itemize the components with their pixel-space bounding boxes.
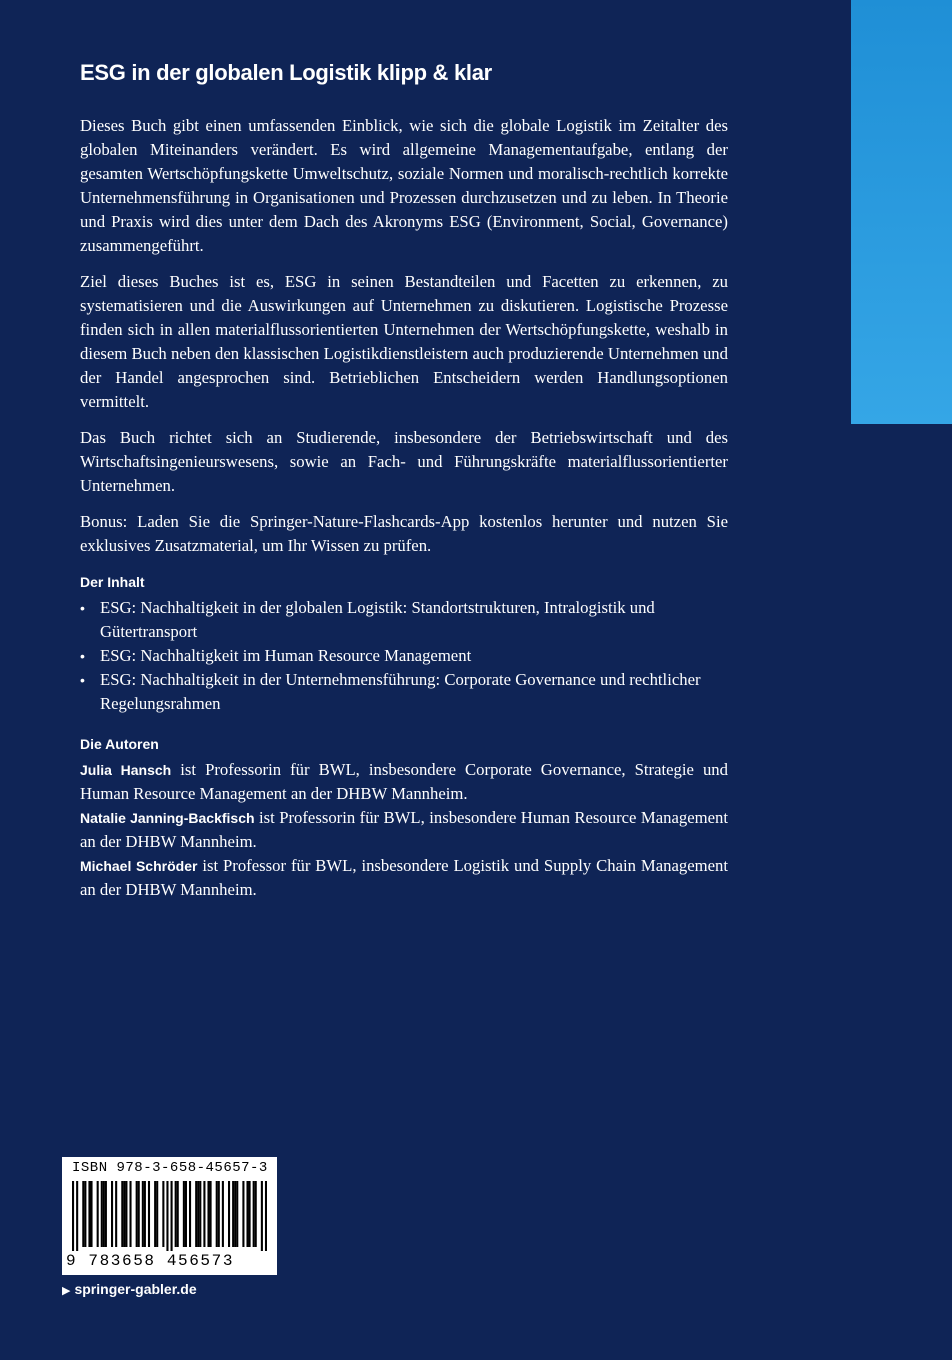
barcode (62, 1157, 277, 1275)
barcode-stripe (253, 1181, 255, 1247)
barcode-stripe (97, 1181, 99, 1247)
list-item-text: ESG: Nachhaltigkeit in der Unternehmensführung: Corporate Governance und rechtlicher Regelungsrahmen (100, 670, 701, 713)
barcode-stripe (195, 1181, 197, 1247)
author-text: ist Professorin für BWL, insbesondere Corporate Governance, Strategie und Human Resource Management an der DHBW Mannheim. (80, 760, 728, 803)
barcode-stripe (125, 1181, 127, 1247)
back-cover-text (80, 60, 728, 902)
barcode-stripe (249, 1181, 251, 1247)
arrow-right-icon: ▶ (62, 1285, 71, 1297)
barcode-stripe (166, 1181, 168, 1251)
contents-heading: Der Inhalt (80, 574, 145, 590)
barcode-stripe (177, 1181, 179, 1247)
barcode-stripe (216, 1181, 218, 1247)
barcode-stripe (72, 1181, 74, 1251)
barcode-stripe (185, 1181, 187, 1247)
barcode-stripe (234, 1181, 236, 1247)
barcode-stripe (162, 1181, 164, 1247)
barcode-stripe (103, 1181, 105, 1247)
barcode-stripe (82, 1181, 84, 1247)
contents-list (80, 596, 728, 716)
barcode-stripe (142, 1181, 144, 1247)
description-paragraph: Ziel dieses Buches ist es, ESG in seinen Bestandteilen und Facetten zu erkennen, zu systematisieren und die Auswirkungen auf Unternehmen zu diskutieren. Logistische Prozesse finden sich in allen materialflussorientierten Unternehmen der Wertschöpfungskette, weshalb in diesem Buch neben den klassischen Logistikdienstleistern auch produzierende Unternehmen und der Handel angesprochen sind. Betrieblichen Entscheidern werden Handlungsoptionen vermittelt. (80, 272, 728, 411)
barcode-stripe (144, 1181, 146, 1247)
barcode-stripe (123, 1181, 125, 1247)
barcode-stripe (265, 1181, 267, 1251)
barcode-stripe (101, 1181, 103, 1247)
accent-bar (851, 0, 952, 424)
barcode-stripe (236, 1181, 238, 1247)
author-bio (80, 806, 728, 854)
authors-heading: Die Autoren (80, 736, 159, 752)
barcode-stripe (228, 1181, 230, 1247)
description-paragraph: Das Buch richtet sich an Studierende, insbesondere der Betriebswirtschaft und des Wirtschaftsingenieurswesens, sowie an Fach- und Führungskräfte materialflussorientierter Unternehmen. (80, 428, 728, 495)
barcode-stripe (189, 1181, 191, 1247)
barcode-stripe (154, 1181, 156, 1247)
barcode-stripe (210, 1181, 212, 1247)
book-title: ESG in der globalen Logistik klipp & klar (80, 60, 492, 85)
barcode-stripe (115, 1181, 117, 1247)
list-item (80, 596, 728, 644)
barcode-stripe (148, 1181, 150, 1247)
barcode-stripe (84, 1181, 86, 1247)
barcode-stripe (76, 1181, 78, 1251)
barcode-stripe (242, 1181, 244, 1247)
author-name: Michael Schröder (80, 858, 198, 874)
barcode-stripe (255, 1181, 257, 1247)
barcode-stripe (105, 1181, 107, 1247)
barcode-stripe (121, 1181, 123, 1247)
barcode-stripe (207, 1181, 209, 1247)
barcode-stripe (156, 1181, 158, 1247)
barcode-stripe (199, 1181, 201, 1247)
barcode-stripe (246, 1181, 248, 1247)
list-item (80, 668, 728, 716)
barcode-stripe (183, 1181, 185, 1247)
list-item (80, 644, 728, 668)
isbn-label: ISBN 978-3-658-45657-3 (72, 1160, 268, 1176)
barcode-stripe (90, 1181, 92, 1247)
barcode-stripe (261, 1181, 263, 1251)
barcode-stripe (136, 1181, 138, 1247)
author-name: Natalie Janning-Backfisch (80, 810, 255, 826)
author-bio (80, 854, 728, 902)
barcode-digits: 9 783658 456573 (66, 1252, 235, 1270)
description-paragraph: Dieses Buch gibt einen umfassenden Einblick, wie sich die globale Logistik im Zeitalter des globalen Miteinanders verändert. Es wird allgemeine Managementaufgabe, entlang der gesamten Wertschöpfungskette Umweltschutz, soziale Normen und moralisch-rechtlich korrekte Unternehmensführung in Organisationen und Prozessen durchzusetzen und zu leben. In Theorie und Praxis wird dies unter dem Dach des Akronyms ESG (Environment, Social, Governance) zusammengeführt. (80, 116, 728, 255)
website-text: springer-gabler.de (74, 1281, 197, 1297)
barcode-stripe (222, 1181, 224, 1247)
list-item-text: ESG: Nachhaltigkeit im Human Resource Management (100, 646, 472, 665)
barcode-stripe (218, 1181, 220, 1247)
website-link[interactable] (62, 1281, 197, 1297)
barcode-stripe (88, 1181, 90, 1247)
bullet-icon: • (80, 648, 85, 664)
author-text: ist Professorin für BWL, insbesondere Human Resource Management an der DHBW Mannheim. (80, 808, 728, 851)
author-text: ist Professor für BWL, insbesondere Logistik und Supply Chain Management an der DHBW Mannheim. (80, 856, 728, 899)
barcode-bars (72, 1181, 267, 1251)
barcode-stripe (138, 1181, 140, 1247)
barcode-stripe (197, 1181, 199, 1247)
author-bio (80, 758, 728, 806)
barcode-stripe (203, 1181, 205, 1247)
barcode-stripe (111, 1181, 113, 1247)
barcode-stripe (129, 1181, 131, 1247)
list-item-text: ESG: Nachhaltigkeit in der globalen Logistik: Standortstrukturen, Intralogistik und Gütertransport (100, 598, 655, 641)
barcode-stripe (232, 1181, 234, 1247)
author-name: Julia Hansch (80, 762, 172, 778)
bullet-icon: • (80, 600, 85, 616)
barcode-stripe (175, 1181, 177, 1247)
barcode-stripe (171, 1181, 173, 1251)
bonus-paragraph: Bonus: Laden Sie die Springer-Nature-Flashcards-App kostenlos herunter und nutzen Sie exklusives Zusatzmaterial, um Ihr Wissen zu prüfen. (80, 512, 728, 555)
bullet-icon: • (80, 672, 85, 688)
